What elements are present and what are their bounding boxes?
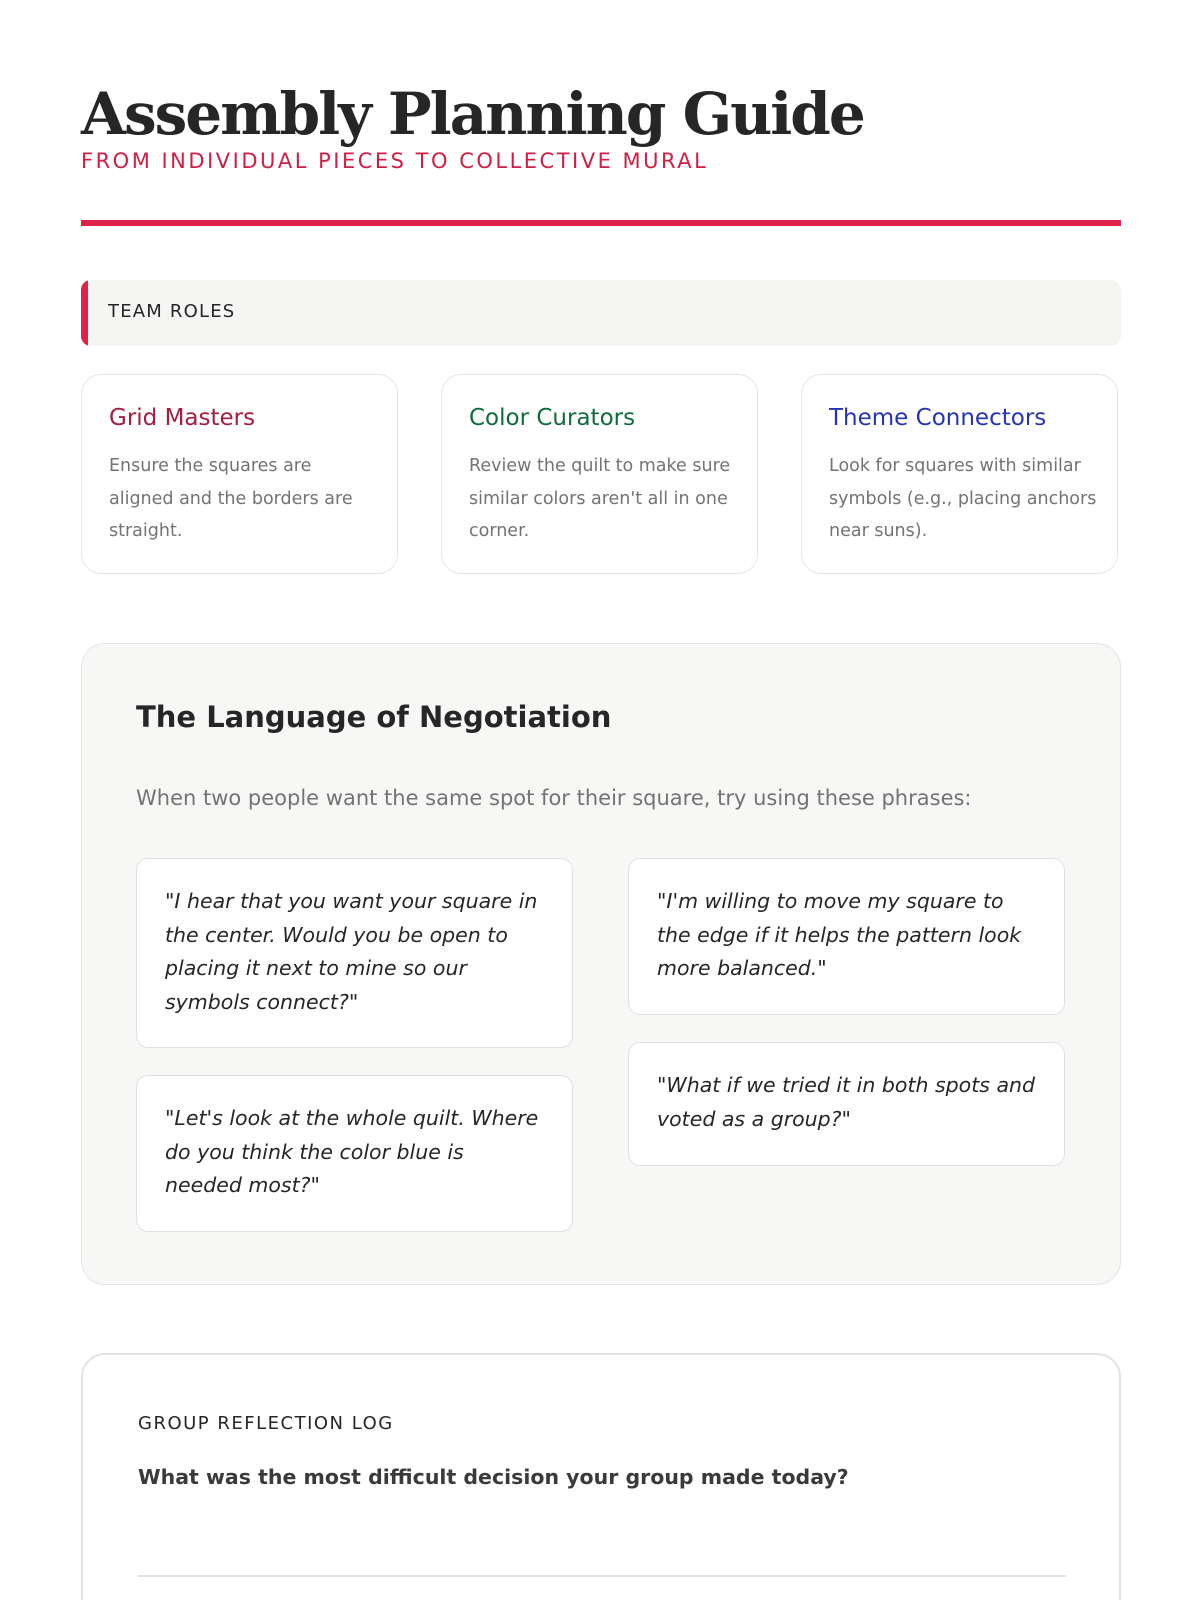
phrase-card: "I'm willing to move my square to the edge if it helps the pattern look more balanced." [628,858,1065,1015]
section-accent-bar [81,280,88,346]
role-description: Ensure the squares are aligned and the borders are straight. [109,456,353,541]
role-card-color-curators [441,374,758,574]
team-roles-header [81,280,1121,346]
role-description: Look for squares with similar symbols (e.g., placing anchors near suns). [829,456,1097,541]
phrase-card: "I hear that you want your square in the center. Would you be open to placing it next to mine so our symbols connect?" [136,858,573,1048]
phrase-card: "Let's look at the whole quilt. Where do you think the color blue is needed most?" [136,1075,573,1232]
role-description: Review the quilt to make sure similar colors aren't all in one corner. [469,456,731,541]
role-card-grid-masters [81,374,398,574]
negotiation-intro: When two people want the same spot for their square, try using these phrases: [136,786,972,810]
role-name: Theme Connectors [829,405,1047,431]
role-name: Grid Masters [109,405,256,431]
role-card-theme-connectors [801,374,1118,574]
team-roles-label: TEAM ROLES [108,301,236,322]
negotiation-heading: The Language of Negotiation [136,700,612,734]
group-reflection-log [81,1353,1121,1600]
phrase-card: "What if we tried it in both spots and voted as a group?" [628,1042,1065,1166]
negotiation-panel [81,643,1121,1285]
page-subtitle: FROM INDIVIDUAL PIECES TO COLLECTIVE MURAL [81,149,709,173]
title-divider [81,220,1121,226]
page-title: Assembly Planning Guide [81,80,864,148]
reflection-question: What was the most difficult decision your group made today? [138,1465,849,1489]
role-name: Color Curators [469,405,636,431]
answer-line[interactable] [138,1575,1066,1577]
reflection-label: GROUP REFLECTION LOG [138,1413,394,1434]
